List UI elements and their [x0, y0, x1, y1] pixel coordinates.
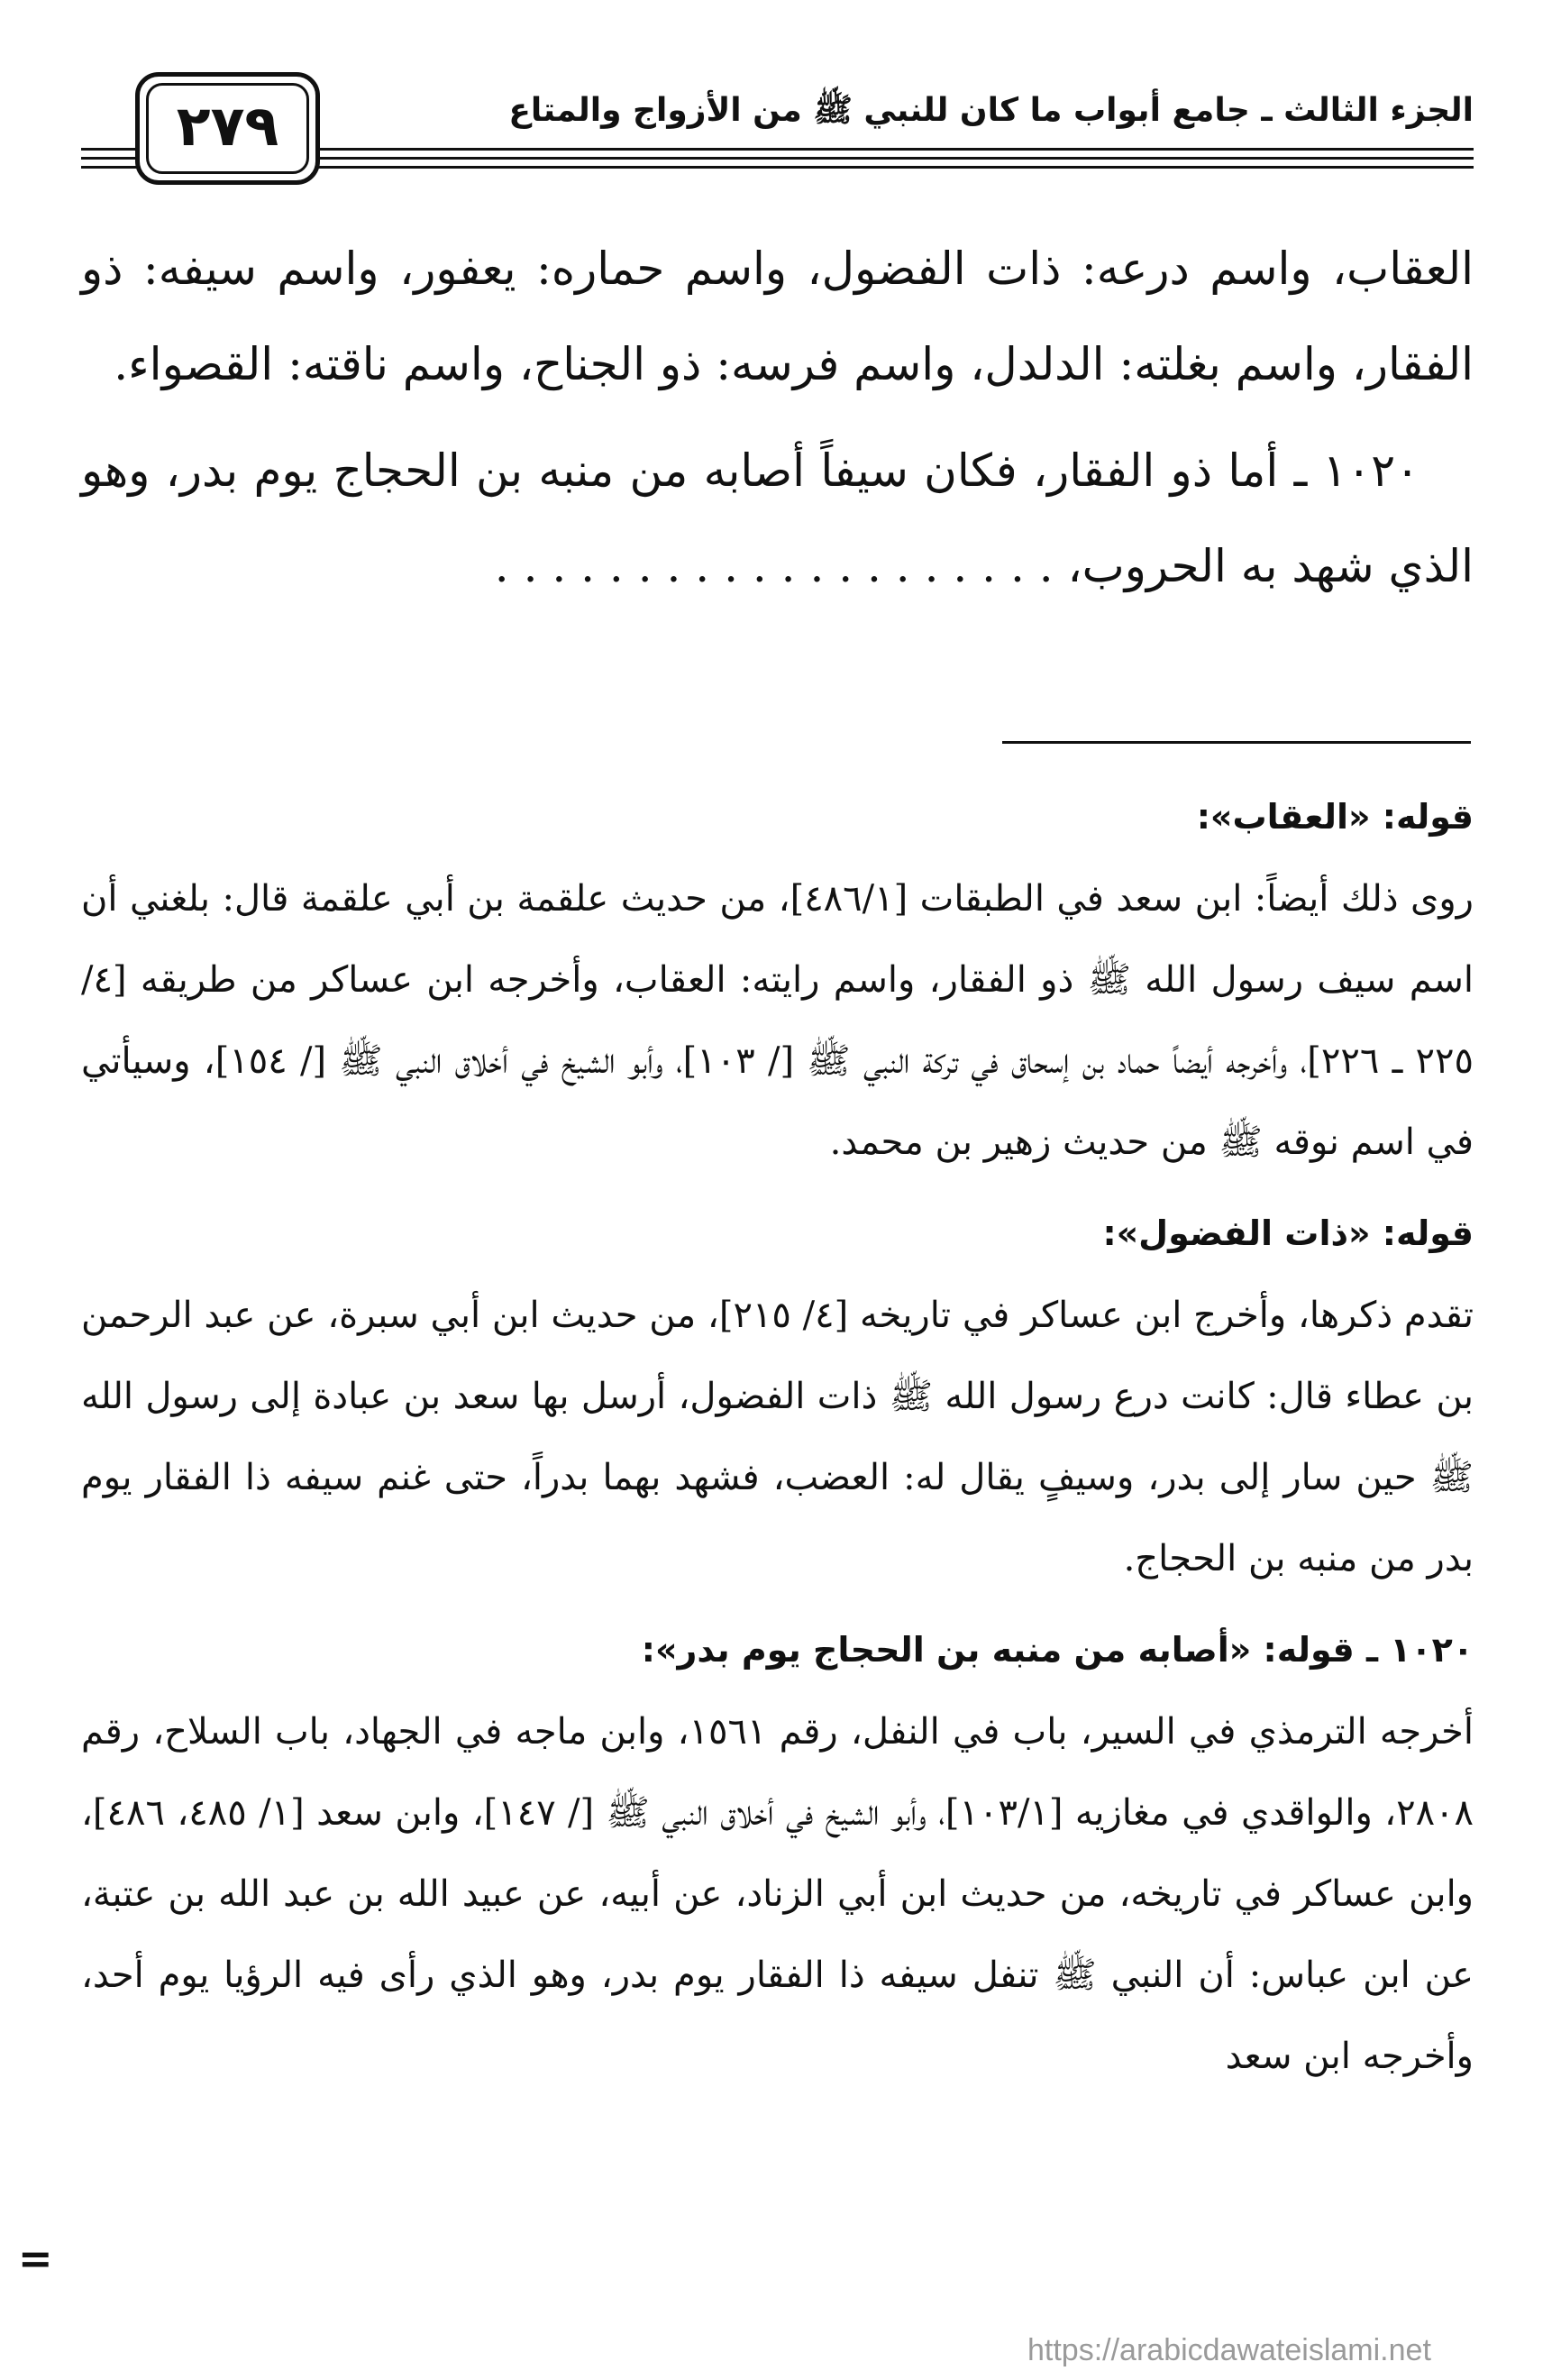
- footnote-divider: [1002, 741, 1471, 744]
- page-header: [81, 63, 1474, 198]
- page-number: ٢٧٩: [176, 93, 279, 159]
- footnotes: [81, 775, 1474, 2106]
- main-text: [81, 221, 1474, 614]
- main-paragraph: العقاب، واسم درعه: ذات الفضول، واسم حماره: يعفور، واسم سيفه: ذو الفقار، واسم بغلته: الدلدل، واسم فرسه: ذو الجناح، واسم ناقته: القصواء.: [81, 243, 1474, 390]
- note-heading: ١٠٢٠ ـ قوله: «أصابه من منبه بن الحجاج يوم بدر»:: [641, 1630, 1474, 1670]
- running-header-title: الجزء الثالث ـ جامع أبواب ما كان للنبي ﷺ من الأزواج والمتاع: [508, 92, 1474, 129]
- page-number-frame: [135, 72, 320, 185]
- main-paragraph-text: ١٠٢٠ ـ أما ذو الفقار، فكان سيفاً أصابه من منبه بن الحجاج يوم بدر، وهو الذي شهد به الحروب،: [81, 444, 1474, 592]
- note-body: تقدم ذكرها، وأخرج ابن عساكر في تاريخه [٤/ ٢١٥]، من حديث ابن أبي سبرة، عن عبد الرحمن بن عطاء قال: كانت درع رسول الله ﷺ ذات الفضول، أرسل بها سعد بن عبادة إلى رسول الله ﷺ حين سار إلى بدر، وسيفٍ يقال له: العضب، فشهد بهما بدراً، حتى غنم سيفه ذا الفقار يوم بدر من منبه بن الحجاج.: [81, 1295, 1474, 1579]
- continuation-mark: =: [18, 2234, 53, 2283]
- ellipsis-dots: . . . . . . . . . . . . . . . . . . . .: [494, 540, 1054, 592]
- note-body: أخرجه الترمذي في السير، باب في النفل، رقم ١٥٦١، وابن ماجه في الجهاد، باب السلاح، رقم ٢٨٠٨، والواقدي في مغازيه [١٠٣/١]، وأبو الشيخ في أخلاق النبي ﷺ [/ ١٤٧]، وابن سعد [١/ ٤٨٥، ٤٨٦]، وابن عساكر في تاريخه، من حديث ابن أبي الزناد، عن أبيه، عن عبيد الله بن عبد الله بن عتبة، عن ابن عباس: أن النبي ﷺ تنفل سيفه ذا الفقار يوم بدر، وهو الذي رأى فيه الرؤيا يوم أحد، وأخرجه ابن سعد: [81, 1711, 1474, 2077]
- main-paragraph-numbered: [81, 423, 1474, 614]
- watermark-url: https://arabicdawateislami.net: [1027, 2333, 1431, 2367]
- note-body: روى ذلك أيضاً: ابن سعد في الطبقات [٤٨٦/١]، من حديث علقمة بن أبي علقمة قال: بلغني أن اسم سيف رسول الله ﷺ ذو الفقار، واسم رايته: العقاب، وأخرجه ابن عساكر من طريقه [٤/ ٢٢٥ ـ ٢٢٦]، وأخرجه أيضاً حماد بن إسحاق في تركة النبي ﷺ [/ ١٠٣]، وأبو الشيخ في أخلاق النبي ﷺ [/ ١٥٤]، وسيأتي في اسم نوقه ﷺ من حديث زهير بن محمد.: [81, 878, 1474, 1163]
- note-heading: قوله: «العقاب»:: [1196, 797, 1474, 837]
- note-heading: قوله: «ذات الفضول»:: [1102, 1213, 1474, 1253]
